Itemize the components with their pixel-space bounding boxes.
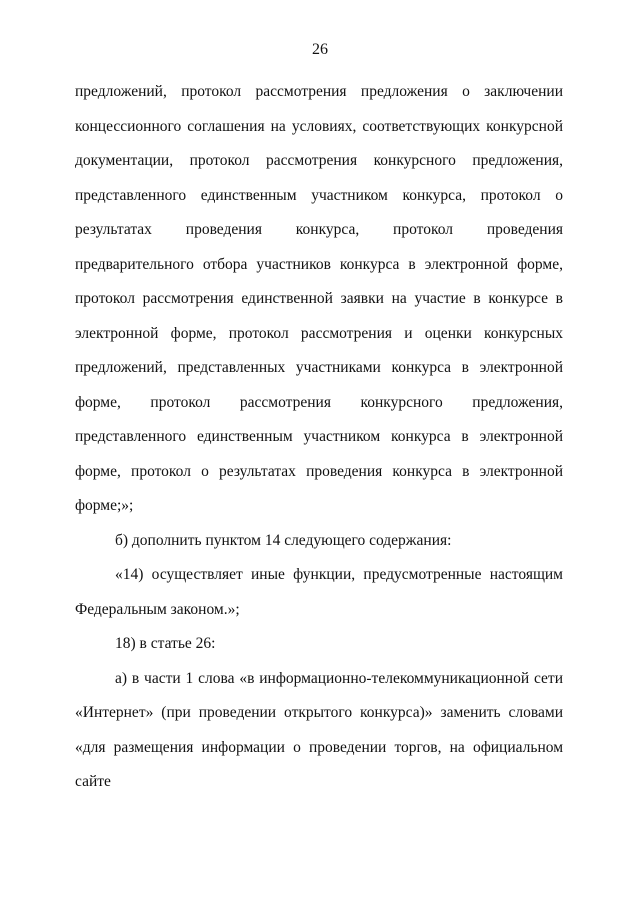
paragraph-protocols-list: предложений, протокол рассмотрения предложения о заключении концессионного соглашения на условиях, соответствующих конкурсной документации, протокол рассмотрения конкурсного предложения, представленного единственным участником конкурса, протокол о результатах проведения конкурса, протокол проведения предварительного отбора участников конкурса в электронной форме, протокол рассмотрения единственной заявки на участие в конкурсе в электронной форме, протокол рассмотрения и оценки конкурсных предложений, представленных участниками конкурса в электронной форме, протокол рассмотрения конкурсного предложения, представленного единственным участником конкурса в электронной форме, протокол о результатах проведения конкурса в электронной форме;»; bbox=[75, 83, 563, 514]
document-body bbox=[75, 75, 563, 800]
paragraph-point-14-text: «14) осуществляет иные функции, предусмотренные настоящим Федеральным законом.»; bbox=[75, 566, 563, 618]
paragraph-article-26: 18) в статье 26: bbox=[115, 635, 216, 652]
paragraph-part-1-amendment: а) в части 1 слова «в информационно-телекоммуникационной сети «Интернет» (при проведении открытого конкурса)» заменить словами «для размещения информации о проведении торгов, на официальном сайте bbox=[75, 669, 563, 790]
page-number: 26 bbox=[312, 41, 328, 58]
paragraph-add-point-14: б) дополнить пунктом 14 следующего содержания: bbox=[115, 531, 452, 549]
